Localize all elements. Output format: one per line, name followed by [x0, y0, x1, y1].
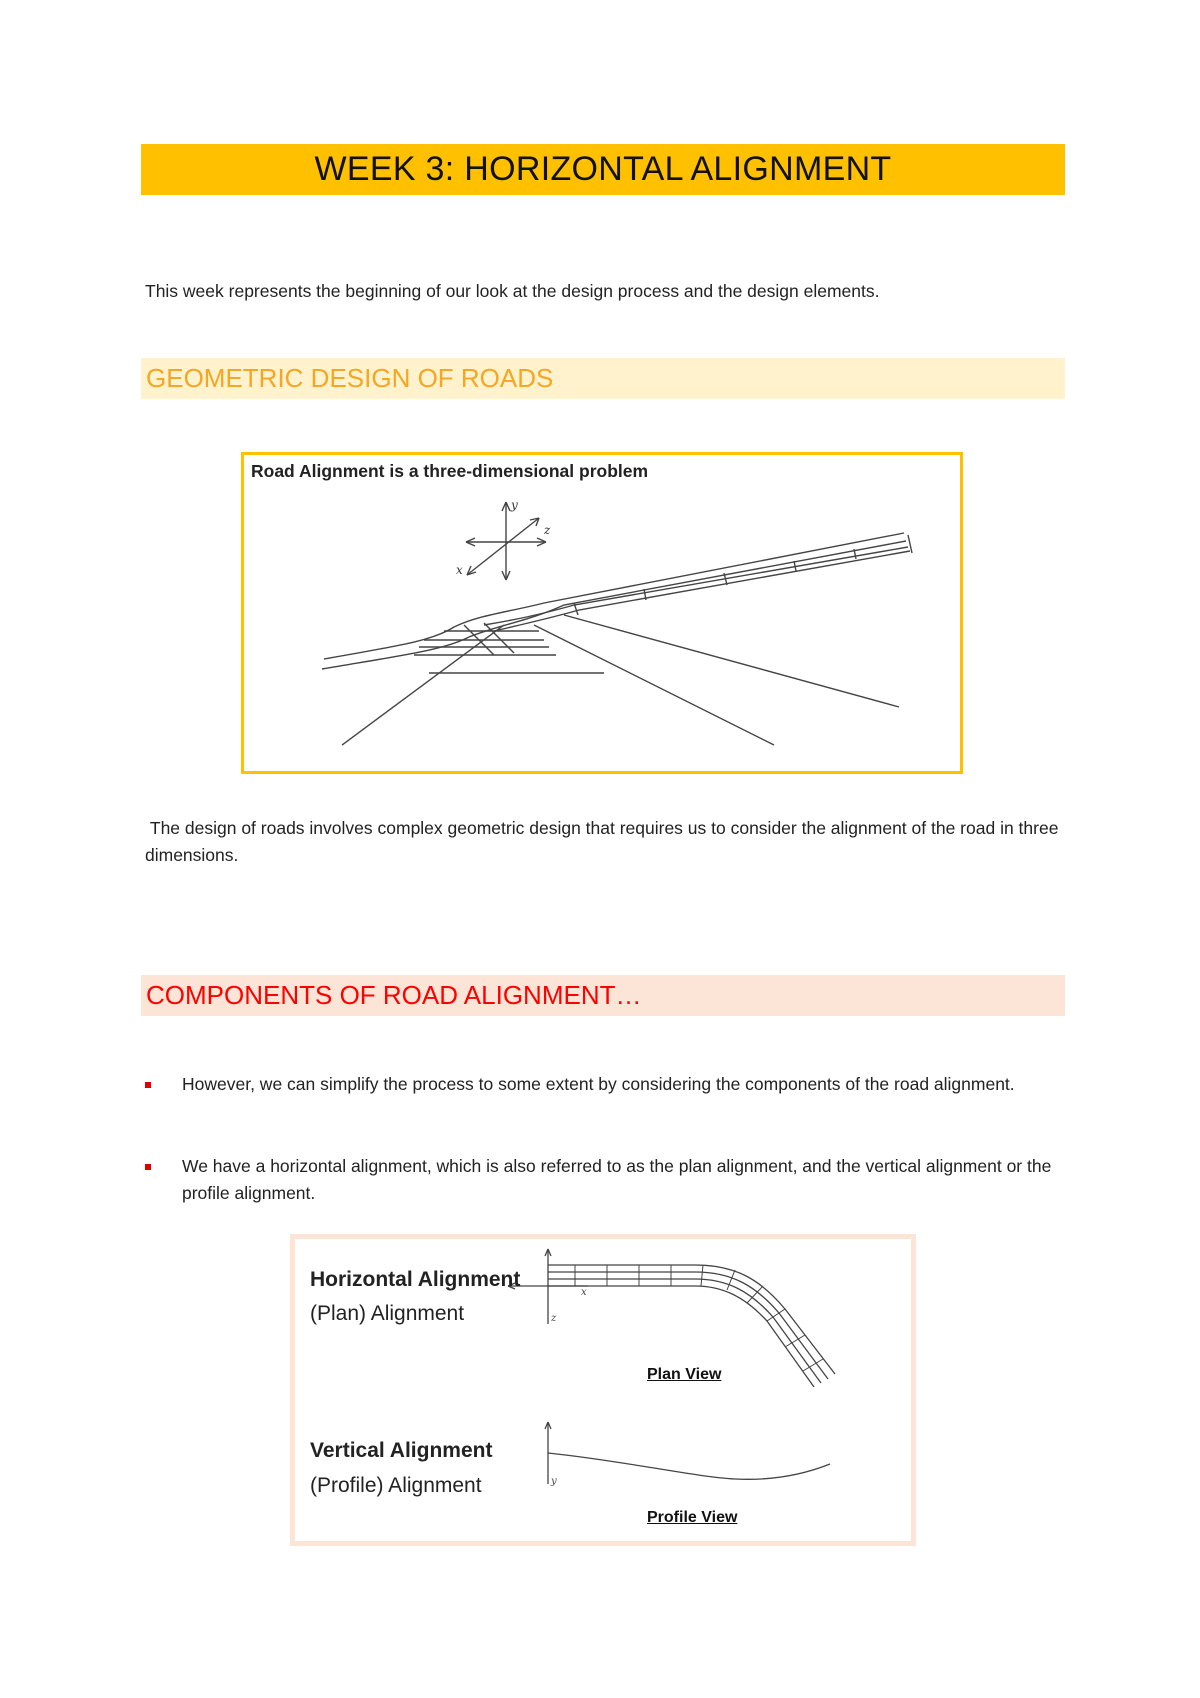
road-alignment-figure [241, 452, 963, 774]
bullet-square-icon [145, 1082, 151, 1088]
axis-label-x: x [456, 563, 463, 577]
alignment-components-figure [290, 1234, 916, 1546]
axis-label-z: z [544, 523, 551, 537]
plan-axis-label-x: x [581, 1287, 587, 1298]
intro-paragraph: This week represents the beginning of our look at the design process and the design elements. [145, 281, 880, 301]
section-heading-text: GEOMETRIC DESIGN OF ROADS [146, 363, 554, 393]
bullet-square-icon [145, 1164, 151, 1170]
page-title: WEEK 3: HORIZONTAL ALIGNMENT [314, 150, 892, 188]
axis-label-y: y [511, 498, 518, 512]
bullet-text: However, we can simplify the process to some extent by considering the components of the road alignment. [182, 1074, 1015, 1094]
section-heading-geometric-design [141, 358, 1065, 399]
design-paragraph-text: The design of roads involves complex geometric design that requires us to consider the alignment of the road in three dimensions. [145, 818, 1059, 865]
profile-view-label: Profile View [647, 1509, 738, 1526]
section-heading-text: COMPONENTS OF ROAD ALIGNMENT… [146, 980, 642, 1010]
horizontal-alignment-subtitle: (Plan) Alignment [310, 1302, 465, 1325]
design-paragraph [145, 815, 1063, 869]
plan-axis-label-z: z [551, 1313, 557, 1324]
section-heading-components [141, 975, 1065, 1016]
title-bar [141, 144, 1065, 195]
plan-view-label: Plan View [647, 1366, 722, 1383]
profile-axis-label-y: y [551, 1476, 557, 1487]
vertical-alignment-title: Vertical Alignment [310, 1439, 493, 1462]
horizontal-alignment-title: Horizontal Alignment [310, 1268, 521, 1291]
bullet-text: We have a horizontal alignment, which is also referred to as the plan alignment, and the vertical alignment or the profile alignment. [182, 1156, 1052, 1203]
figure-caption: Road Alignment is a three-dimensional problem [251, 461, 649, 481]
road-3d-drawing [244, 455, 960, 771]
vertical-alignment-subtitle: (Profile) Alignment [310, 1474, 482, 1497]
